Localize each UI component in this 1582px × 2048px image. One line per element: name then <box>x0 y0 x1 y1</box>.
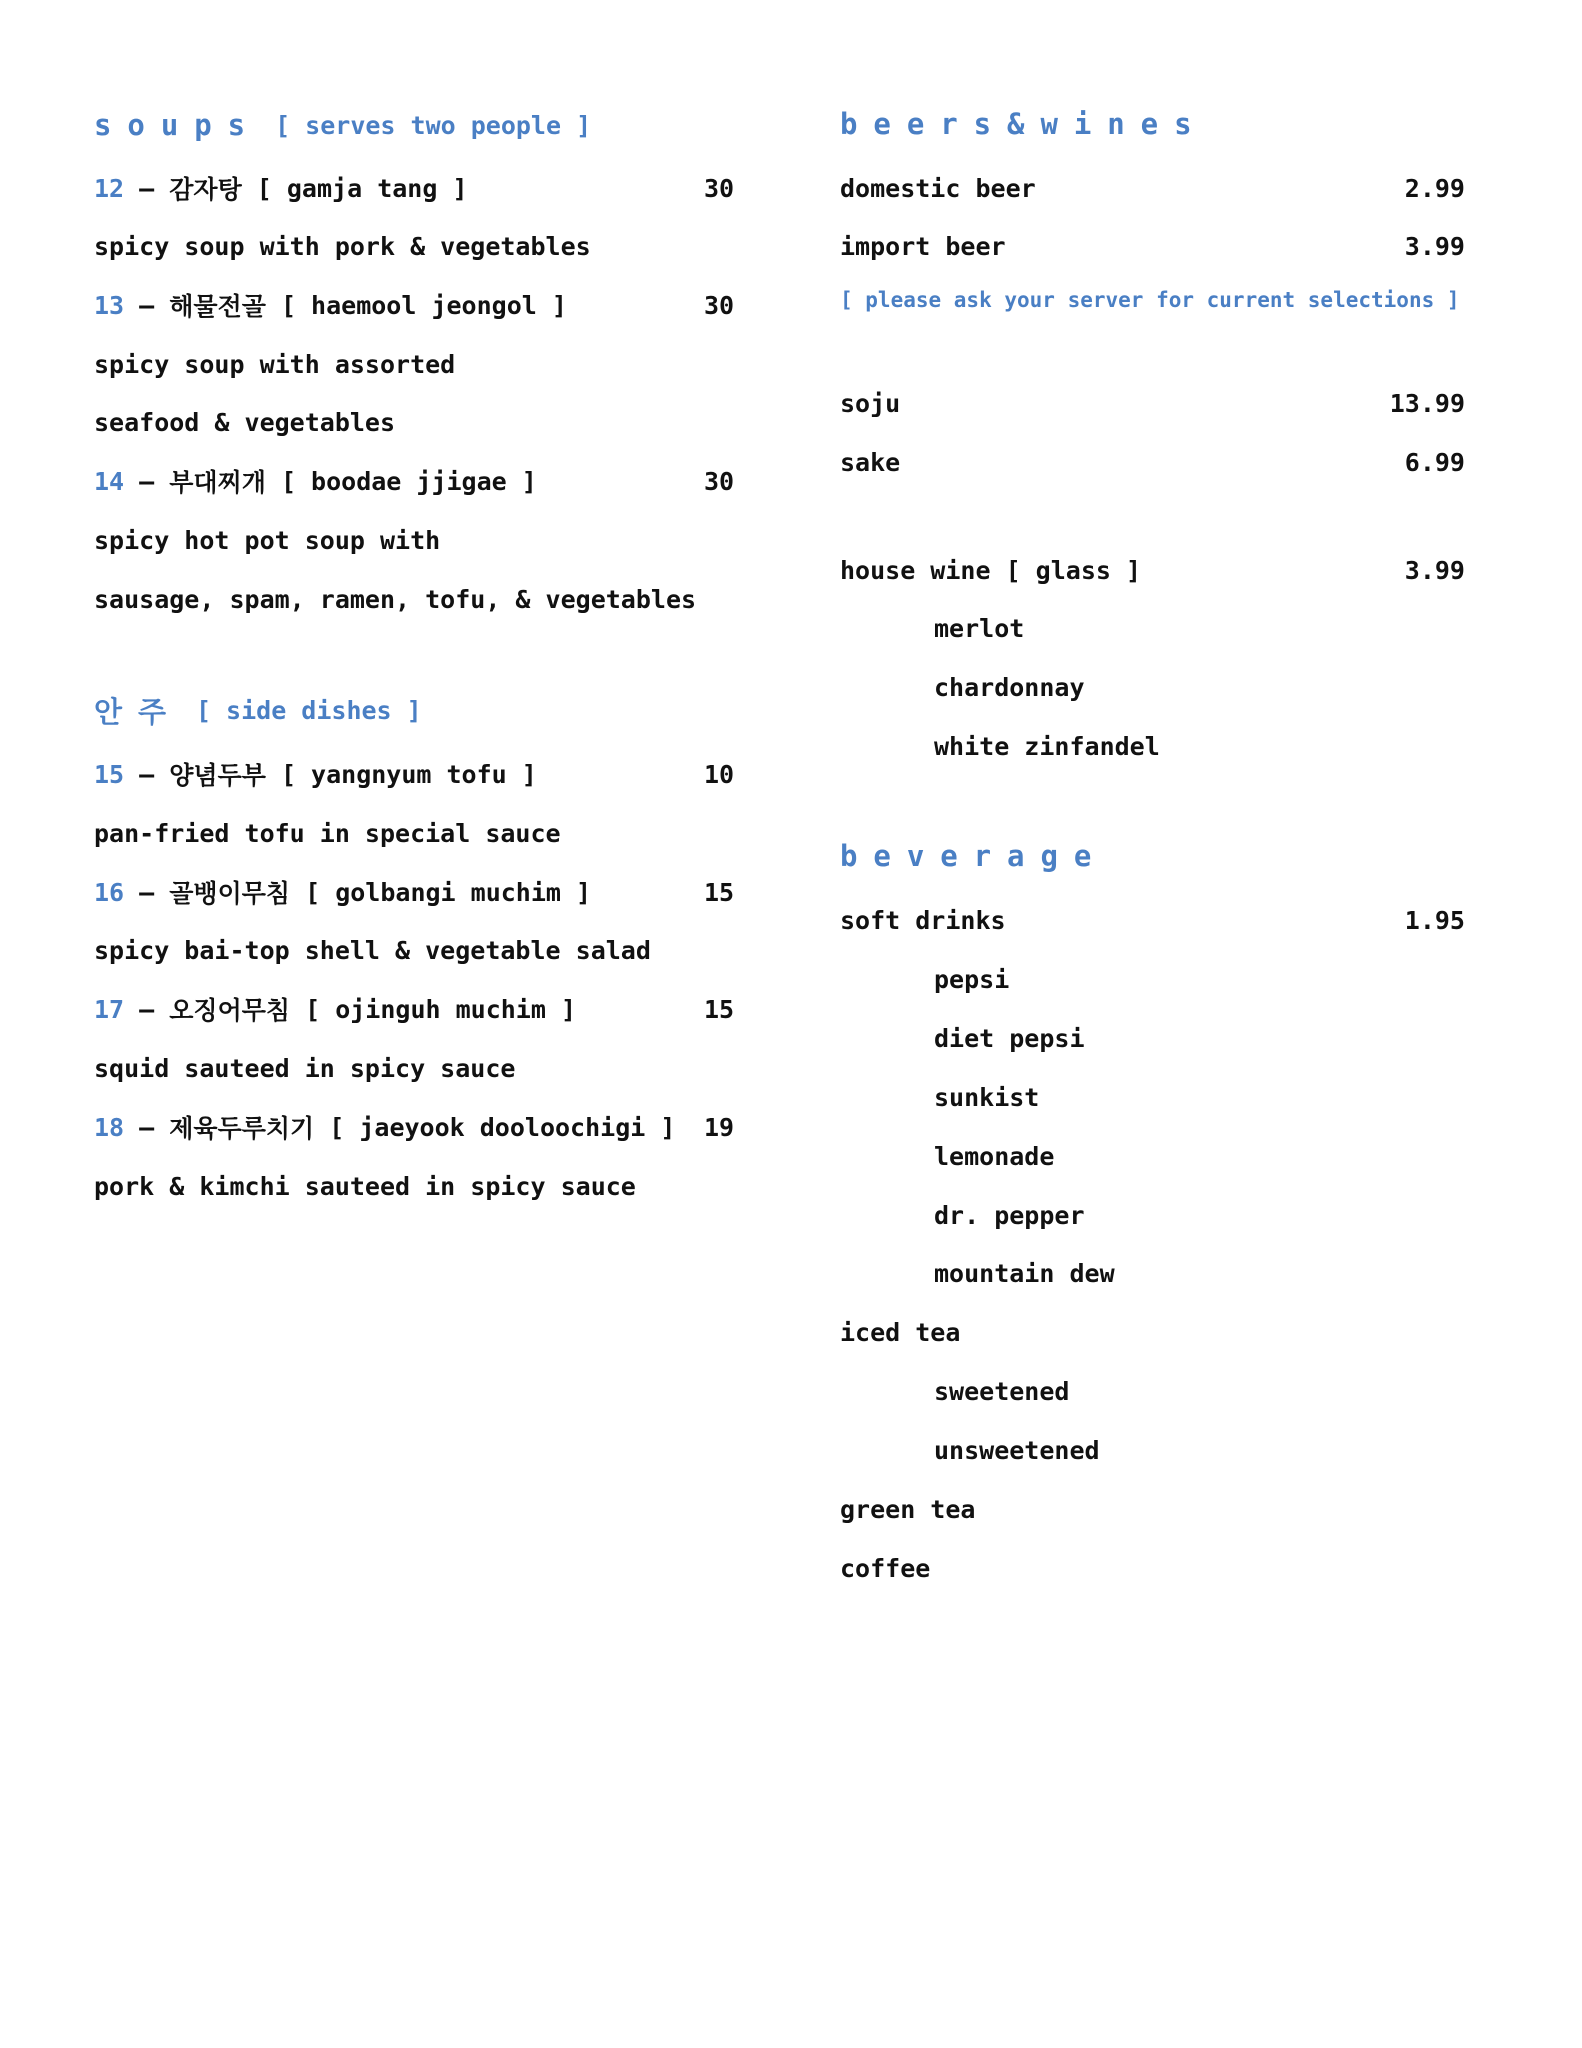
romanized-name: [ ojinguh muchim ] <box>305 994 577 1024</box>
green-tea-row: green tea <box>840 1494 976 1524</box>
item-price: 13.99 <box>1389 388 1465 418</box>
item-number: 14 <box>94 466 125 496</box>
item-description: spicy hot pot soup with <box>94 525 441 555</box>
soups-heading <box>94 105 734 145</box>
menu-item-14: 14 – 부대찌개 [ boodae jjigae ] 30 <box>94 461 734 501</box>
item-label: soft drinks <box>840 905 1006 935</box>
item-number: 12 <box>94 173 125 203</box>
menu-item-15: 15 – 양념두부 [ yangnyum tofu ] 10 <box>94 754 734 794</box>
wine-option: merlot <box>934 613 1025 643</box>
item-number: 18 <box>94 1112 125 1142</box>
menu-item-12: 12 – 감자탕 [ gamja tang ] 30 <box>94 168 734 208</box>
romanized-name: [ yangnyum tofu ] <box>280 759 537 789</box>
soda-option: mountain dew <box>934 1258 1115 1288</box>
romanized-name: [ golbangi muchim ] <box>305 877 592 907</box>
item-price: 10 <box>704 759 735 789</box>
item-price: 30 <box>704 290 735 320</box>
item-price: 30 <box>704 173 735 203</box>
item-price: 19 <box>704 1112 735 1142</box>
item-price: 15 <box>704 877 735 907</box>
item-price: 1.95 <box>1404 905 1465 935</box>
item-number: 15 <box>94 759 125 789</box>
soups-title: soups <box>94 108 262 142</box>
wine-option: white zinfandel <box>934 731 1160 761</box>
item-price: 3.99 <box>1404 231 1465 261</box>
korean-name: 해물전골 <box>169 292 266 321</box>
korean-name: 부대찌개 <box>169 468 266 497</box>
server-note: [ please ask your server for current selections ] <box>840 288 1460 312</box>
item-number: 13 <box>94 290 125 320</box>
import-beer-row <box>840 226 1465 266</box>
romanized-name: [ boodae jjigae ] <box>280 466 537 496</box>
korean-name: 제육두루치기 <box>169 1114 315 1143</box>
item-number: 16 <box>94 877 125 907</box>
item-description: seafood & vegetables <box>94 407 396 437</box>
romanized-name: [ gamja tang ] <box>256 173 468 203</box>
item-price: 15 <box>704 994 735 1024</box>
beers-wines-heading: beers&wines <box>840 107 1208 141</box>
korean-name: 골뱅이무침 <box>169 879 291 908</box>
korean-name: 감자탕 <box>169 175 242 204</box>
item-label: import beer <box>840 231 1006 261</box>
soft-drinks-row <box>840 900 1465 940</box>
item-number: 17 <box>94 994 125 1024</box>
item-description: squid sauteed in spicy sauce <box>94 1053 516 1083</box>
item-description: pork & kimchi sauteed in spicy sauce <box>94 1171 636 1201</box>
item-description: spicy soup with assorted <box>94 349 456 379</box>
item-label: house wine [ glass ] <box>840 555 1142 585</box>
item-label: soju <box>840 388 901 418</box>
anju-heading <box>94 690 734 730</box>
soda-option: sunkist <box>934 1082 1040 1112</box>
item-description: spicy soup with pork & vegetables <box>94 231 591 261</box>
domestic-beer-row <box>840 168 1465 208</box>
beverage-heading: beverage <box>840 839 1108 873</box>
item-price: 3.99 <box>1404 555 1465 585</box>
item-price: 6.99 <box>1404 447 1465 477</box>
soda-option: dr. pepper <box>934 1200 1085 1230</box>
sake-row <box>840 442 1465 482</box>
menu-item-16: 16 – 골뱅이무침 [ golbangi muchim ] 15 <box>94 872 734 912</box>
item-description: sausage, spam, ramen, tofu, & vegetables <box>94 584 697 614</box>
korean-name: 오징어무침 <box>169 996 291 1025</box>
item-label: domestic beer <box>840 173 1036 203</box>
romanized-name: [ jaeyook dooloochigi ] <box>329 1112 676 1142</box>
anju-subtitle: [ side dishes ] <box>195 695 422 725</box>
soda-option: lemonade <box>934 1141 1055 1171</box>
coffee-row: coffee <box>840 1553 931 1583</box>
house-wine-row <box>840 550 1465 590</box>
menu-item-13: 13 – 해물전골 [ haemool jeongol ] 30 <box>94 285 734 325</box>
soups-subtitle: [ serves two people ] <box>275 110 592 140</box>
menu-item-18: 18 – 제육두루치기 [ jaeyook dooloochigi ] 19 <box>94 1107 734 1147</box>
tea-option: unsweetened <box>934 1435 1100 1465</box>
romanized-name: [ haemool jeongol ] <box>280 290 567 320</box>
soda-option: pepsi <box>934 964 1010 994</box>
wine-option: chardonnay <box>934 672 1085 702</box>
item-description: spicy bai-top shell & vegetable salad <box>94 935 651 965</box>
iced-tea-row: iced tea <box>840 1317 961 1347</box>
tea-option: sweetened <box>934 1376 1070 1406</box>
anju-title: 안주 <box>94 694 182 729</box>
item-price: 30 <box>704 466 735 496</box>
item-price: 2.99 <box>1404 173 1465 203</box>
menu-item-17: 17 – 오징어무침 [ ojinguh muchim ] 15 <box>94 989 734 1029</box>
item-label: sake <box>840 447 901 477</box>
soju-row <box>840 383 1465 423</box>
soda-option: diet pepsi <box>934 1023 1085 1053</box>
item-description: pan-fried tofu in special sauce <box>94 818 561 848</box>
korean-name: 양념두부 <box>169 761 266 790</box>
